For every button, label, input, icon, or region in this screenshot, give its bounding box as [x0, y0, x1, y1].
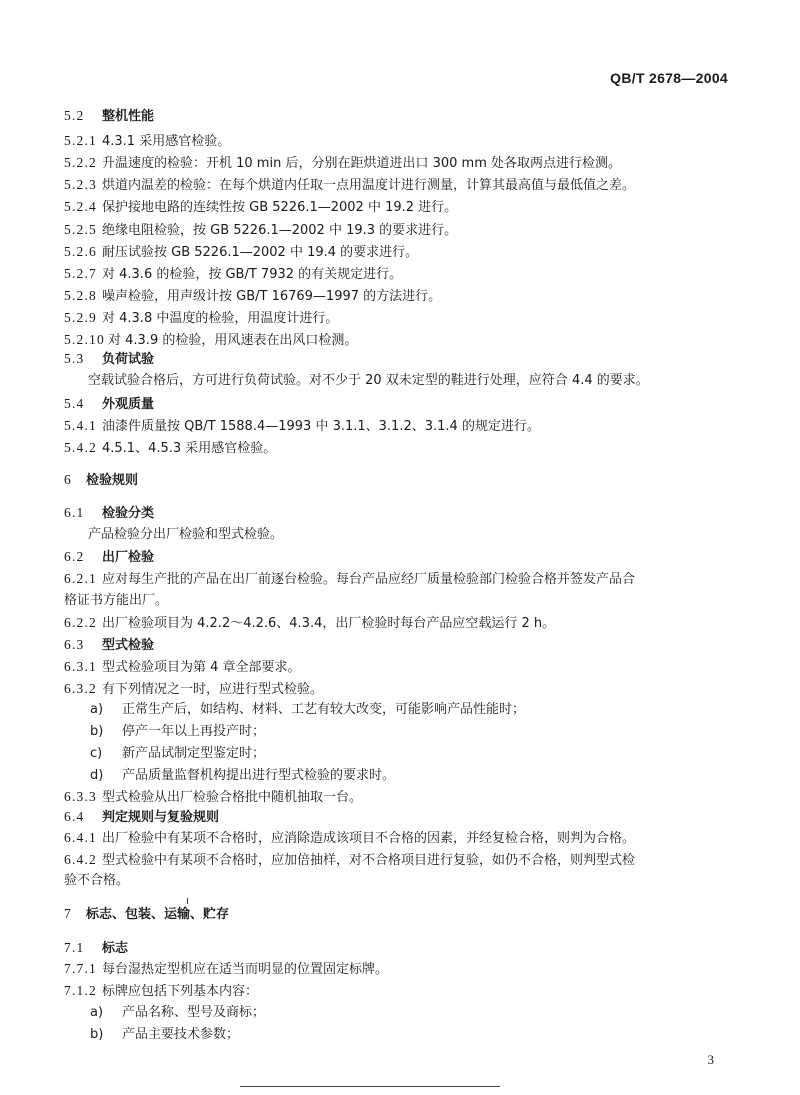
clause-number: 5.2.5 — [64, 222, 97, 237]
clause — [64, 130, 744, 152]
line-text: 检验分类 — [102, 506, 155, 521]
clause-number: 5.2.2 — [64, 155, 97, 170]
clause-heading — [64, 502, 744, 524]
clause-number: 5.2.3 — [64, 177, 97, 192]
list-item — [64, 1002, 770, 1024]
clause-heading — [64, 105, 744, 127]
clause-number: 5.2.4 — [64, 199, 97, 214]
clause-heading — [64, 634, 744, 656]
line-text: 产品质量监督机构提出进行型式检验的要求时。 — [122, 768, 396, 783]
standard-code: QB/T 2678—2004 — [610, 70, 728, 86]
clause-number: 7 — [64, 906, 72, 921]
clause — [64, 263, 744, 285]
clause — [64, 196, 744, 218]
clause — [64, 786, 744, 808]
clause-number: 6.4.2 — [64, 852, 97, 867]
line-text: 烘道内温差的检验：在每个烘道内任取一点用温度计进行测量，计算其最高值与最低值之差。 — [102, 178, 636, 193]
line-text: 外观质量 — [102, 397, 155, 412]
clause — [64, 849, 744, 871]
clause-number: 5.4 — [64, 396, 85, 411]
line-text: 产品检验分出厂检验和型式检验。 — [88, 527, 284, 542]
line-text: 标志 — [102, 941, 129, 956]
line-text: 对 4.3.6 的检验，按 GB/T 7932 的有关规定进行。 — [102, 267, 403, 282]
section-title — [64, 903, 744, 925]
line-text: 型式检验中有某项不合格时，应加倍抽样，对不合格项目进行复验，如仍不合格，则判型式检 — [102, 853, 636, 868]
section-title — [64, 469, 744, 491]
clause-number: 7.7.1 — [64, 961, 97, 976]
line-text: 标志、包装、运输、贮存 — [86, 907, 230, 922]
clause — [64, 219, 744, 241]
clause — [64, 241, 744, 263]
clause-number: 5.2 — [64, 108, 85, 123]
line-text: 正常生产后，如结构、材料、工艺有较大改变，可能影响产品性能时； — [122, 702, 526, 717]
clause — [64, 285, 744, 307]
list-item — [64, 1024, 770, 1046]
line-text: 出厂检验项目为 4.2.2～4.2.6、4.3.4，出厂检验时每台产品应空载运行 2 h。 — [102, 616, 556, 631]
line-text: 检验规则 — [86, 473, 139, 488]
clause-number: 5.2.7 — [64, 266, 97, 281]
list-marker: b) — [90, 1027, 104, 1042]
clause-number: 5.4.1 — [64, 418, 97, 433]
clause — [64, 678, 744, 700]
line-text: 停产一年以上再投产时； — [122, 724, 266, 739]
line-text: 负荷试验 — [102, 352, 155, 367]
line-text: 出厂检验中有某项不合格时，应消除造成该项目不合格的因素，并经复检合格，则判为合格。 — [102, 831, 636, 846]
clause-number: 6.4 — [64, 809, 85, 824]
clause-number: 6.3.2 — [64, 681, 97, 696]
line-text: 判定规则与复验规则 — [102, 810, 220, 825]
line-text: 空载试验合格后，方可进行负荷试验。对不少于 20 双未定型的鞋进行处理，应符合 4.4 的要求。 — [88, 373, 649, 388]
clause — [64, 980, 744, 1002]
clause-number: 6.3.1 — [64, 659, 97, 674]
clause-number: 6.2.2 — [64, 615, 97, 630]
line-text: 格证书方能出厂。 — [64, 593, 169, 608]
list-marker: d) — [90, 768, 104, 783]
clause-number: 5.2.8 — [64, 288, 97, 303]
clause-number: 5.2.9 — [64, 310, 97, 325]
line-text: 绝缘电阻检验，按 GB 5226.1—2002 中 19.3 的要求进行。 — [102, 223, 458, 238]
clause — [64, 958, 744, 980]
paragraph — [64, 370, 768, 392]
line-text: 产品主要技术参数； — [122, 1027, 240, 1042]
list-item — [64, 721, 770, 743]
clause-number: 6.2.1 — [64, 571, 97, 586]
line-text: 验不合格。 — [64, 873, 130, 888]
line-text: 4.3.1 采用感官检验。 — [102, 134, 231, 149]
clause-number: 5.2.1 — [64, 133, 97, 148]
clause — [64, 656, 744, 678]
clause-heading — [64, 546, 744, 568]
line-text: 4.5.1、4.5.3 采用感官检验。 — [102, 441, 277, 456]
line-text: 耐压试验按 GB 5226.1—2002 中 19.4 的要求进行。 — [102, 245, 419, 260]
line-text: 整机性能 — [102, 109, 155, 124]
clause-number: 6.3.3 — [64, 789, 97, 804]
clause-number: 6.1 — [64, 505, 85, 520]
paragraph-continuation — [64, 870, 744, 892]
clause — [64, 152, 744, 174]
list-marker: b) — [90, 724, 104, 739]
clause-number: 5.2.6 — [64, 244, 97, 259]
clause-number: 6.2 — [64, 549, 85, 564]
line-text: 型式检验 — [102, 638, 155, 653]
clause-number: 7.1 — [64, 940, 85, 955]
line-text: 对 4.3.9 的检验，用风速表在出风口检测。 — [108, 333, 358, 348]
paragraph-continuation — [64, 590, 744, 612]
clause — [64, 415, 744, 437]
clause-number: 5.4.2 — [64, 440, 97, 455]
list-item — [64, 743, 770, 765]
line-text: 升温速度的检验：开机 10 min 后，分别在距烘道进出口 300 mm 处各取两点进行检测。 — [102, 156, 621, 171]
scan-mark — [187, 898, 188, 904]
clause — [64, 612, 744, 634]
clause-number: 5.3 — [64, 351, 85, 366]
line-text: 对 4.3.8 中温度的检验，用温度计进行。 — [102, 311, 339, 326]
line-text: 标牌应包括下列基本内容： — [102, 984, 259, 999]
line-text: 噪声检验，用声级计按 GB/T 16769—1997 的方法进行。 — [102, 289, 442, 304]
line-text: 保护接地电路的连续性按 GB 5226.1—2002 中 19.2 进行。 — [102, 200, 458, 215]
line-text: 产品名称、型号及商标； — [122, 1005, 266, 1020]
clause-heading — [64, 348, 744, 370]
list-marker: c) — [90, 746, 103, 761]
line-text: 出厂检验 — [102, 550, 155, 565]
clause — [64, 568, 744, 590]
clause-number: 6.3 — [64, 637, 85, 652]
clause-heading — [64, 806, 744, 828]
clause-number: 5.2.10 — [64, 332, 105, 347]
line-text: 新产品试制定型鉴定时； — [122, 746, 266, 761]
line-text: 型式检验从出厂检验合格批中随机抽取一台。 — [102, 790, 363, 805]
clause — [64, 174, 744, 196]
paragraph — [64, 524, 768, 546]
clause-heading — [64, 937, 744, 959]
line-text: 有下列情况之一时，应进行型式检验。 — [102, 682, 324, 697]
list-marker: a) — [90, 702, 104, 717]
clause — [64, 827, 744, 849]
clause-number: 7.1.2 — [64, 983, 97, 998]
list-marker: a) — [90, 1005, 104, 1020]
line-text: 应对每生产批的产品在出厂前逐台检验。每台产品应经厂质量检验部门检验合格并签发产品合 — [102, 572, 636, 587]
line-text: 油漆件质量按 QB/T 1588.4—1993 中 3.1.1、3.1.2、3.1.4 的规定进行。 — [102, 419, 540, 434]
page-number: 3 — [707, 1052, 714, 1067]
clause-number: 6.4.1 — [64, 830, 97, 845]
line-text: 型式检验项目为第 4 章全部要求。 — [102, 660, 301, 675]
clause — [64, 307, 744, 329]
clause-heading — [64, 393, 744, 415]
footer-rule — [240, 1086, 500, 1087]
clause-number: 6 — [64, 472, 72, 487]
list-item — [64, 765, 770, 787]
line-text: 每台湿热定型机应在适当而明显的位置固定标牌。 — [102, 962, 389, 977]
list-item — [64, 699, 770, 721]
clause — [64, 437, 744, 459]
